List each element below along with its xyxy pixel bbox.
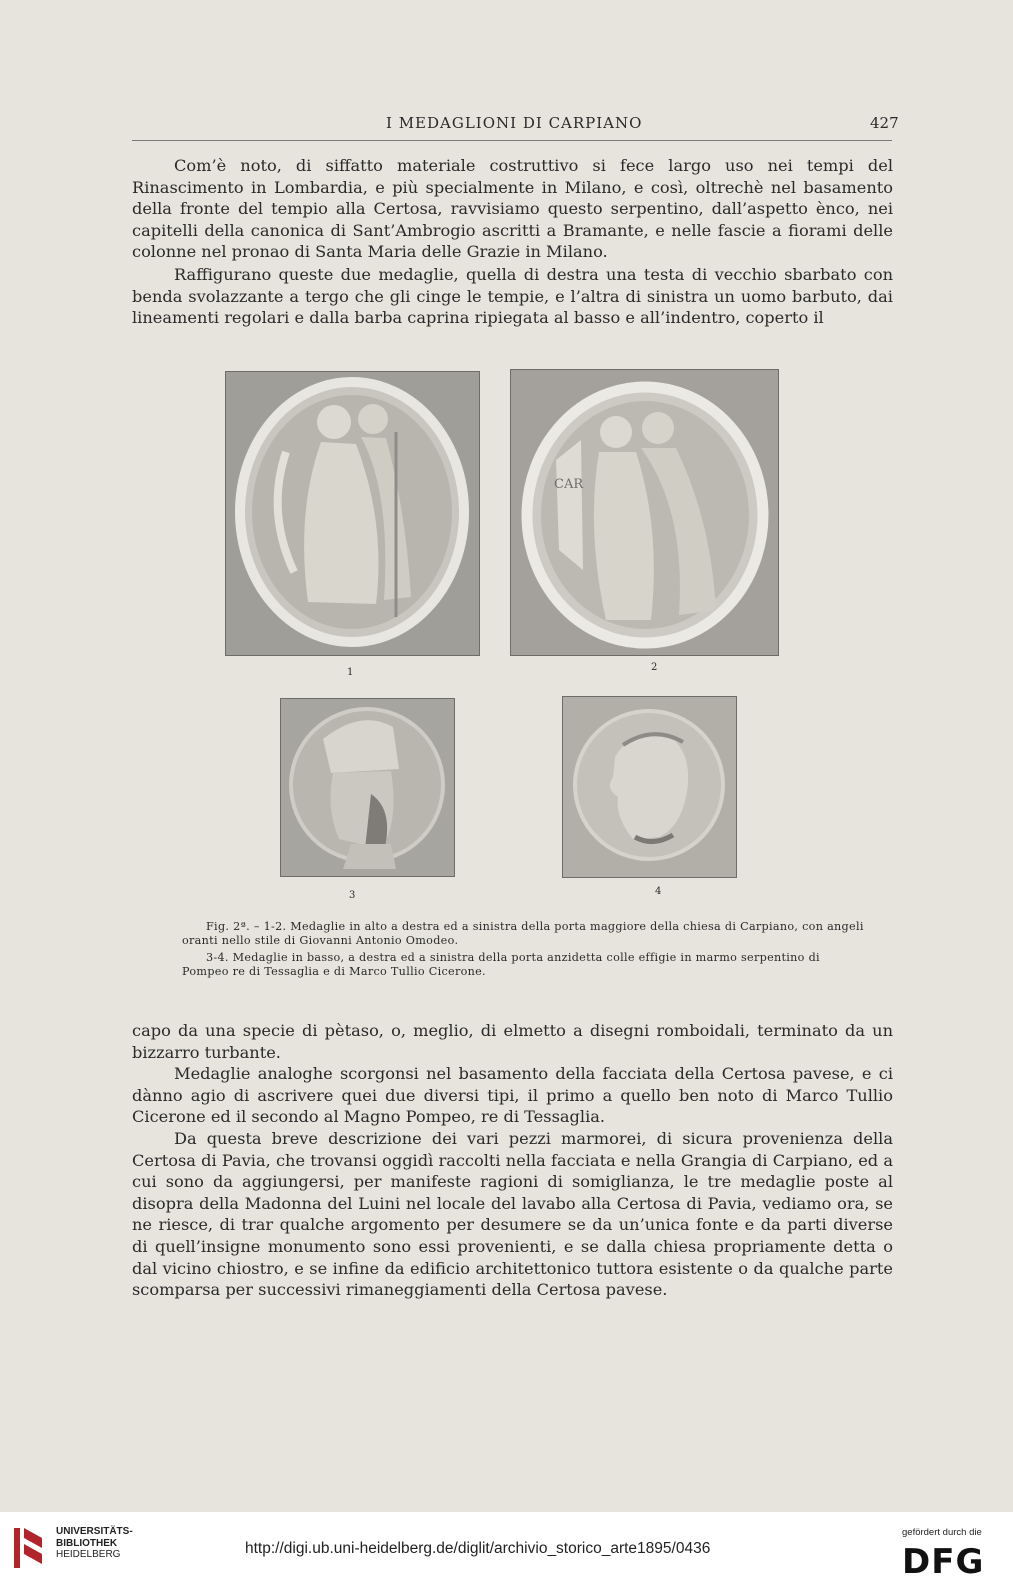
- page-number: 427: [870, 114, 899, 132]
- paragraph-1: Com’è noto, di siffatto materiale costruttivo si fece largo uso nei tempi del Rinascimento in Lombardia, e più specialmente in Milano, e così, oltrechè nel basamento della fronte del tempio alla Certosa, ravvisiamo questo serpentino, dall’aspetto ènco, nei capitelli della canonica di Sant’Ambrogio ascritti a Bramante, e nelle fascie a fiorami delle colonne nel pronao di Santa Maria delle Grazie in Milano.: [132, 156, 893, 262]
- medallion-angels-car-relief-icon: [511, 370, 778, 655]
- figure-caption-1: Fig. 2ª. – 1-2. Medaglie in alto a destra ed a sinistra della porta maggiore della chiesa di Carpiano, con angeli oranti nello stile di Giovanni Antonio Omodeo.: [182, 920, 864, 947]
- funded-by-label: gefördert durch die: [902, 1527, 982, 1538]
- medallion-angel-relief-icon: [226, 372, 479, 655]
- permalink-url[interactable]: http://digi.ub.uni-heidelberg.de/diglit/archivio_storico_arte1895/0436: [245, 1540, 711, 1557]
- paragraph-4: Medaglie analoghe scorgonsi nel basamento della facciata della Certosa pavese, e ci dànno agio di ascrivere quei due diversi tipi, il primo a quello ben noto di Marco Tullio Cicerone ed il secondo al Magno Pompeo, re di Tessaglia.: [132, 1064, 893, 1127]
- paragraph-2: Raffigurano queste due medaglie, quella di destra una testa di vecchio sbarbato con benda svolazzante a tergo che gli cinge le tempie, e l’altra di sinistra un uomo barbuto, dai lineamenti regolari e dalla barba caprina ripiegata al basso e all’indentro, coperto il: [132, 265, 893, 328]
- figure-3-image: [280, 698, 455, 877]
- figure-1-number: 1: [347, 667, 354, 678]
- running-header-title: I MEDAGLIONI DI CARPIANO: [386, 114, 643, 132]
- figure-1-image: [225, 371, 480, 656]
- dfg-logo-icon: DFG: [902, 1542, 985, 1582]
- footer-bar: [0, 1512, 1013, 1591]
- university-library-logo-icon: [12, 1524, 48, 1572]
- figure-3-number: 3: [349, 890, 356, 901]
- figure-2-image: [510, 369, 779, 656]
- figure-caption-2: 3-4. Medaglie in basso, a destra ed a sinistra della porta anzidetta colle effigie in marmo serpentino di Pompeo re di Tessaglia e di Marco Tullio Cicerone.: [182, 951, 820, 978]
- figure-4-image: [562, 696, 737, 878]
- library-name: UNIVERSITÄTS- BIBLIOTHEK HEIDELBERG: [56, 1526, 133, 1560]
- paragraph-5: Da questa breve descrizione dei vari pezzi marmorei, di sicura provenienza della Certosa di Pavia, che trovansi oggidì raccolti nella facciata e nella Grangia di Carpiano, ed a cui sono da aggiungersi, per manifeste ragioni di somiglianza, le tre medaglie poste al disopra della Madonna del Luini nel locale del lavabo alla Certosa di Pavia, vediamo ora, se ne riesce, di trar qualche argomento per desumere se da un’unica fonte e da parti diverse di quell’insigne monumento sono essi provenienti, e se dalla chiesa propriamente detta o dal vicino chiostro, e se infine da edificio architettonico tuttora esistente o da qualche parte scomparsa per successivi rimaneggiamenti della Certosa pavese.: [132, 1129, 893, 1300]
- medallion-bearded-profile-icon: [281, 699, 454, 876]
- inscription-text: CAR: [554, 477, 584, 492]
- medallion-laureate-profile-icon: [563, 697, 736, 877]
- header-rule: [132, 140, 892, 141]
- paragraph-3: capo da una specie di pètaso, o, meglio, di elmetto a disegni romboidali, terminato da un bizzarro turbante.: [132, 1021, 893, 1062]
- figure-4-number: 4: [655, 886, 662, 897]
- figure-2-number: 2: [651, 662, 658, 673]
